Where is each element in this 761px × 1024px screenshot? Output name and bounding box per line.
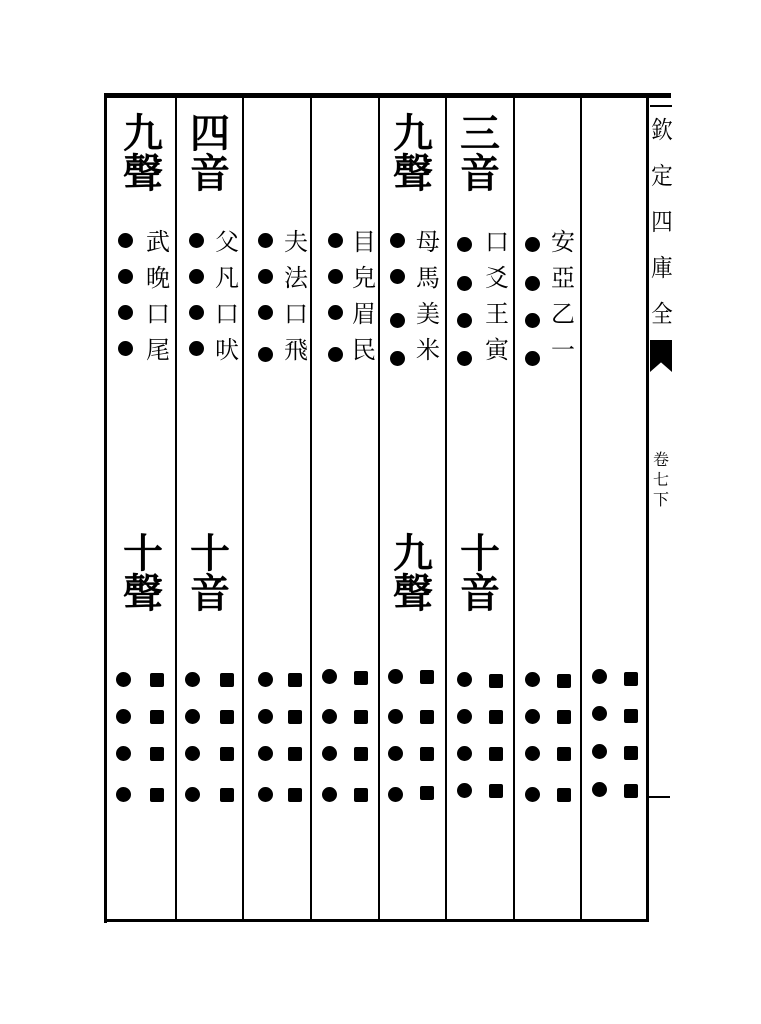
solid-circle-mark	[592, 706, 607, 721]
solid-square-mark	[489, 674, 503, 688]
solid-circle-mark	[258, 269, 273, 284]
column-heading-bottom: 十 音	[460, 530, 500, 617]
solid-circle-mark	[328, 233, 343, 248]
solid-square-mark	[150, 710, 164, 724]
solid-square-mark	[489, 747, 503, 761]
rhyme-characters: 目 皃 眉 民	[352, 228, 376, 364]
frame-left-border	[104, 93, 107, 923]
solid-circle-mark	[457, 783, 472, 798]
column-heading-top: 九 聲	[123, 110, 163, 197]
solid-square-mark	[288, 788, 302, 802]
solid-circle-mark	[525, 787, 540, 802]
solid-circle-mark	[390, 269, 405, 284]
solid-circle-mark	[390, 233, 405, 248]
solid-square-mark	[557, 674, 571, 688]
solid-square-mark	[557, 747, 571, 761]
column-heading-bottom: 十 聲	[123, 530, 163, 617]
margin-divider	[648, 796, 670, 798]
rhyme-characters: 口 爻 王 寅	[485, 228, 509, 364]
column-heading-top: 三 音	[460, 110, 500, 197]
solid-square-mark	[420, 670, 434, 684]
solid-square-mark	[624, 672, 638, 686]
solid-circle-mark	[525, 276, 540, 291]
solid-circle-mark	[390, 351, 405, 366]
column-5	[380, 98, 446, 918]
solid-square-mark	[150, 788, 164, 802]
solid-square-mark	[354, 747, 368, 761]
solid-circle-mark	[457, 672, 472, 687]
column-6	[447, 98, 513, 918]
solid-circle-mark	[258, 233, 273, 248]
solid-circle-mark	[185, 787, 200, 802]
solid-square-mark	[150, 673, 164, 687]
solid-circle-mark	[390, 313, 405, 328]
solid-square-mark	[354, 710, 368, 724]
solid-circle-mark	[388, 787, 403, 802]
solid-square-mark	[624, 709, 638, 723]
solid-circle-mark	[525, 709, 540, 724]
column-heading-bottom: 九 聲	[393, 530, 433, 617]
solid-square-mark	[557, 788, 571, 802]
solid-circle-mark	[592, 782, 607, 797]
rhyme-characters: 夫 法 口 飛	[284, 228, 308, 364]
solid-circle-mark	[592, 744, 607, 759]
solid-circle-mark	[457, 709, 472, 724]
rhyme-characters: 安 亞 乙 一	[551, 228, 575, 364]
fishtail-mark-icon	[650, 340, 672, 372]
solid-circle-mark	[322, 669, 337, 684]
solid-circle-mark	[258, 347, 273, 362]
solid-circle-mark	[328, 269, 343, 284]
solid-square-mark	[220, 710, 234, 724]
solid-circle-mark	[388, 746, 403, 761]
solid-circle-mark	[525, 672, 540, 687]
solid-circle-mark	[116, 672, 131, 687]
solid-circle-mark	[457, 351, 472, 366]
column-7	[515, 98, 581, 918]
solid-circle-mark	[328, 305, 343, 320]
solid-circle-mark	[322, 709, 337, 724]
column-4	[312, 98, 378, 918]
solid-square-mark	[288, 673, 302, 687]
solid-circle-mark	[118, 341, 133, 356]
solid-square-mark	[150, 747, 164, 761]
column-heading-top: 九 聲	[393, 110, 433, 197]
solid-square-mark	[489, 710, 503, 724]
solid-circle-mark	[328, 347, 343, 362]
solid-circle-mark	[116, 787, 131, 802]
solid-square-mark	[220, 673, 234, 687]
solid-circle-mark	[457, 276, 472, 291]
solid-square-mark	[220, 788, 234, 802]
solid-circle-mark	[388, 669, 403, 684]
solid-circle-mark	[258, 672, 273, 687]
solid-circle-mark	[525, 746, 540, 761]
column-heading-top: 四 音	[190, 110, 230, 197]
rhyme-characters: 母 馬 美 米	[416, 228, 440, 364]
margin-book-title: 欽 定 四 庫 全	[650, 105, 672, 344]
solid-square-mark	[489, 784, 503, 798]
solid-square-mark	[420, 786, 434, 800]
solid-circle-mark	[322, 746, 337, 761]
solid-circle-mark	[185, 672, 200, 687]
solid-circle-mark	[322, 787, 337, 802]
solid-circle-mark	[118, 305, 133, 320]
solid-square-mark	[354, 788, 368, 802]
solid-circle-mark	[525, 351, 540, 366]
solid-circle-mark	[525, 313, 540, 328]
solid-square-mark	[557, 710, 571, 724]
solid-circle-mark	[185, 746, 200, 761]
margin-volume-label: 卷 七 下	[652, 450, 669, 509]
solid-circle-mark	[118, 233, 133, 248]
solid-circle-mark	[258, 305, 273, 320]
solid-circle-mark	[258, 787, 273, 802]
solid-square-mark	[288, 710, 302, 724]
frame-bottom-border	[104, 919, 649, 922]
rhyme-characters: 父 凡 口 吠	[215, 228, 239, 364]
solid-circle-mark	[116, 746, 131, 761]
solid-circle-mark	[189, 341, 204, 356]
solid-square-mark	[420, 710, 434, 724]
solid-square-mark	[288, 747, 302, 761]
column-2	[177, 98, 243, 918]
solid-circle-mark	[185, 709, 200, 724]
solid-circle-mark	[258, 746, 273, 761]
solid-square-mark	[354, 671, 368, 685]
column-8	[582, 98, 648, 918]
solid-circle-mark	[388, 709, 403, 724]
solid-square-mark	[420, 747, 434, 761]
solid-circle-mark	[525, 237, 540, 252]
solid-circle-mark	[592, 669, 607, 684]
solid-circle-mark	[189, 269, 204, 284]
solid-circle-mark	[118, 269, 133, 284]
solid-circle-mark	[116, 709, 131, 724]
solid-circle-mark	[457, 746, 472, 761]
solid-circle-mark	[457, 313, 472, 328]
rhyme-characters: 武 晚 口 尾	[146, 228, 170, 364]
column-1	[108, 98, 174, 918]
solid-circle-mark	[457, 237, 472, 252]
solid-square-mark	[624, 746, 638, 760]
column-3	[244, 98, 310, 918]
column-heading-bottom: 十 音	[190, 530, 230, 617]
solid-circle-mark	[189, 233, 204, 248]
solid-square-mark	[220, 747, 234, 761]
solid-circle-mark	[189, 305, 204, 320]
solid-circle-mark	[258, 709, 273, 724]
solid-square-mark	[624, 784, 638, 798]
